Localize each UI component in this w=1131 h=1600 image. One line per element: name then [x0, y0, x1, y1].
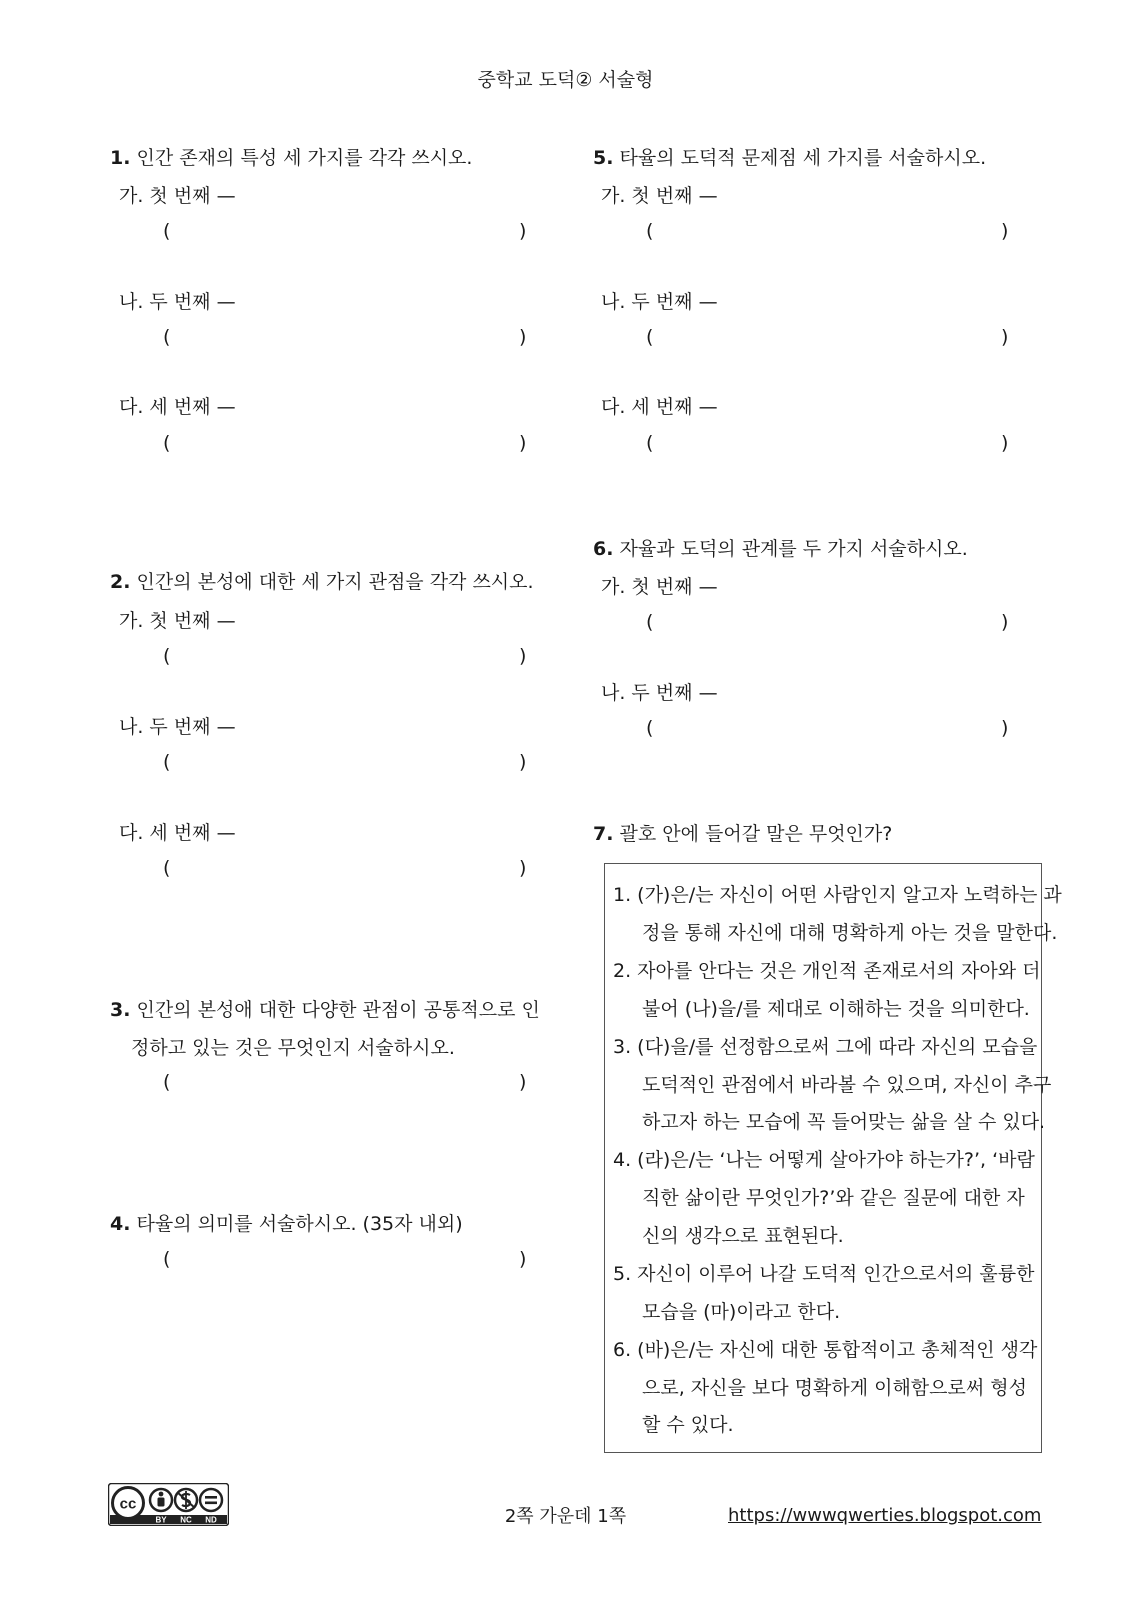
box-line-4-1: 4. (라)은/는 ‘나는 어떻게 살아가야 하는가?’, ‘바람 [613, 1149, 1035, 1171]
q6-second-paren-open: ( [646, 717, 654, 739]
q5-first-paren-close: ) [1001, 220, 1009, 242]
q1-first-label: 가. 첫 번째 — [119, 185, 236, 207]
question-5-number: 5. [593, 147, 614, 169]
box-line-6-3: 할 수 있다. [642, 1414, 734, 1436]
q1-second-label: 나. 두 번째 — [119, 291, 236, 313]
box-line-3-2: 도덕적인 관점에서 바라볼 수 있으며, 자신이 추구 [642, 1074, 1052, 1096]
question-6-text: 자율과 도덕의 관계를 두 가지 서술하시오. [619, 538, 968, 560]
q2-first-label: 가. 첫 번째 — [119, 610, 236, 632]
box-line-2-2: 불어 (나)을/를 제대로 이해하는 것을 의미한다. [642, 998, 1030, 1020]
question-3-text-line1: 인간의 본성애 대한 다양한 관점이 공통적으로 인 [136, 999, 540, 1021]
q2-third-paren-open: ( [163, 857, 171, 879]
question-1-text: 인간 존재의 특성 세 가지를 각각 쓰시오. [136, 147, 473, 169]
q1-first-paren-close: ) [519, 220, 527, 242]
q5-third-paren-close: ) [1001, 432, 1009, 454]
q1-third-paren-open: ( [163, 432, 171, 454]
box-line-4-2: 직한 삶이란 무엇인가?’와 같은 질문에 대한 자 [642, 1187, 1025, 1209]
q3-paren-open: ( [163, 1071, 171, 1093]
question-3-text-line2: 정하고 있는 것은 무엇인지 서술하시오. [131, 1037, 455, 1059]
question-5-text: 타율의 도덕적 문제점 세 가지를 서술하시오. [619, 147, 987, 169]
question-3-title [110, 995, 540, 1022]
blog-link[interactable]: https://wwwqwerties.blogspot.com [728, 1505, 1042, 1526]
q1-first-paren-open: ( [163, 220, 171, 242]
q2-first-paren-open: ( [163, 645, 171, 667]
box-line-3-1: 3. (다)을/를 선정함으로써 그에 따라 자신의 모습을 [613, 1036, 1038, 1058]
q4-paren-open: ( [163, 1248, 171, 1270]
cc-logo-text: cc [119, 1495, 137, 1513]
q5-third-label: 다. 세 번째 — [601, 396, 718, 418]
box-line-4-3: 신의 생각으로 표현된다. [642, 1225, 844, 1247]
q2-third-paren-close: ) [519, 857, 527, 879]
question-4-title [110, 1209, 463, 1236]
q2-second-label: 나. 두 번째 — [119, 716, 236, 738]
q6-second-paren-close: ) [1001, 717, 1009, 739]
license-label-nc: NC [180, 1515, 192, 1525]
license-label-by: BY [155, 1515, 167, 1525]
q6-first-paren-open: ( [646, 611, 654, 633]
license-label-nd: ND [205, 1515, 217, 1525]
q5-second-paren-open: ( [646, 326, 654, 348]
question-4-number: 4. [110, 1213, 131, 1235]
question-6-title [593, 534, 968, 561]
question-5-title [593, 143, 986, 170]
q5-second-paren-close: ) [1001, 326, 1009, 348]
question-2-text: 인간의 본성에 대한 세 가지 관점을 각각 쓰시오. [136, 571, 534, 593]
question-2-number: 2. [110, 571, 131, 593]
q1-second-paren-open: ( [163, 326, 171, 348]
q2-second-paren-open: ( [163, 751, 171, 773]
q6-first-paren-close: ) [1001, 611, 1009, 633]
q2-second-paren-close: ) [519, 751, 527, 773]
q4-paren-close: ) [519, 1248, 527, 1270]
box-line-5-2: 모습을 (마)이라고 한다. [642, 1301, 841, 1323]
question-4-text: 타율의 의미를 서술하시오. (35자 내외) [136, 1213, 463, 1235]
page-title: 중학교 도덕② 서술형 [477, 69, 654, 91]
question-7-text: 괄호 안에 들어갈 말은 무엇인가? [619, 823, 893, 845]
q1-second-paren-close: ) [519, 326, 527, 348]
box-line-6-1: 6. (바)은/는 자신에 대한 통합적이고 총체적인 생각 [613, 1339, 1038, 1361]
question-1-title [110, 143, 472, 170]
box-line-3-3: 하고자 하는 모습에 꼭 들어맞는 삶을 살 수 있다. [642, 1111, 1046, 1133]
q3-paren-close: ) [519, 1071, 527, 1093]
question-7-title [593, 819, 892, 846]
box-line-6-2: 으로, 자신을 보다 명확하게 이해함으로써 형성 [642, 1377, 1027, 1399]
page-number: 2쪽 가운데 1쪽 [504, 1506, 627, 1527]
question-7-box [604, 863, 1062, 1453]
box-line-1-2: 정을 통해 자신에 대해 명확하게 아는 것을 말한다. [642, 922, 1058, 944]
q5-third-paren-open: ( [646, 432, 654, 454]
question-3-number: 3. [110, 999, 131, 1021]
q2-third-label: 다. 세 번째 — [119, 822, 236, 844]
question-7-number: 7. [593, 823, 614, 845]
q1-third-label: 다. 세 번째 — [119, 396, 236, 418]
question-1-number: 1. [110, 147, 131, 169]
q5-first-label: 가. 첫 번째 — [601, 185, 718, 207]
box-line-5-1: 5. 자신이 이루어 나갈 도덕적 인간으로서의 훌륭한 [613, 1263, 1035, 1285]
q2-first-paren-close: ) [519, 645, 527, 667]
q6-second-label: 나. 두 번째 — [601, 682, 718, 704]
box-line-2-1: 2. 자아를 안다는 것은 개인적 존재로서의 자아와 더 [613, 960, 1041, 982]
question-6-number: 6. [593, 538, 614, 560]
q5-second-label: 나. 두 번째 — [601, 291, 718, 313]
question-2-title [110, 567, 534, 594]
q1-third-paren-close: ) [519, 432, 527, 454]
q5-first-paren-open: ( [646, 220, 654, 242]
q6-first-label: 가. 첫 번째 — [601, 576, 718, 598]
box-line-1-1: 1. (가)은/는 자신이 어떤 사람인지 알고자 노력하는 과 [613, 884, 1062, 906]
